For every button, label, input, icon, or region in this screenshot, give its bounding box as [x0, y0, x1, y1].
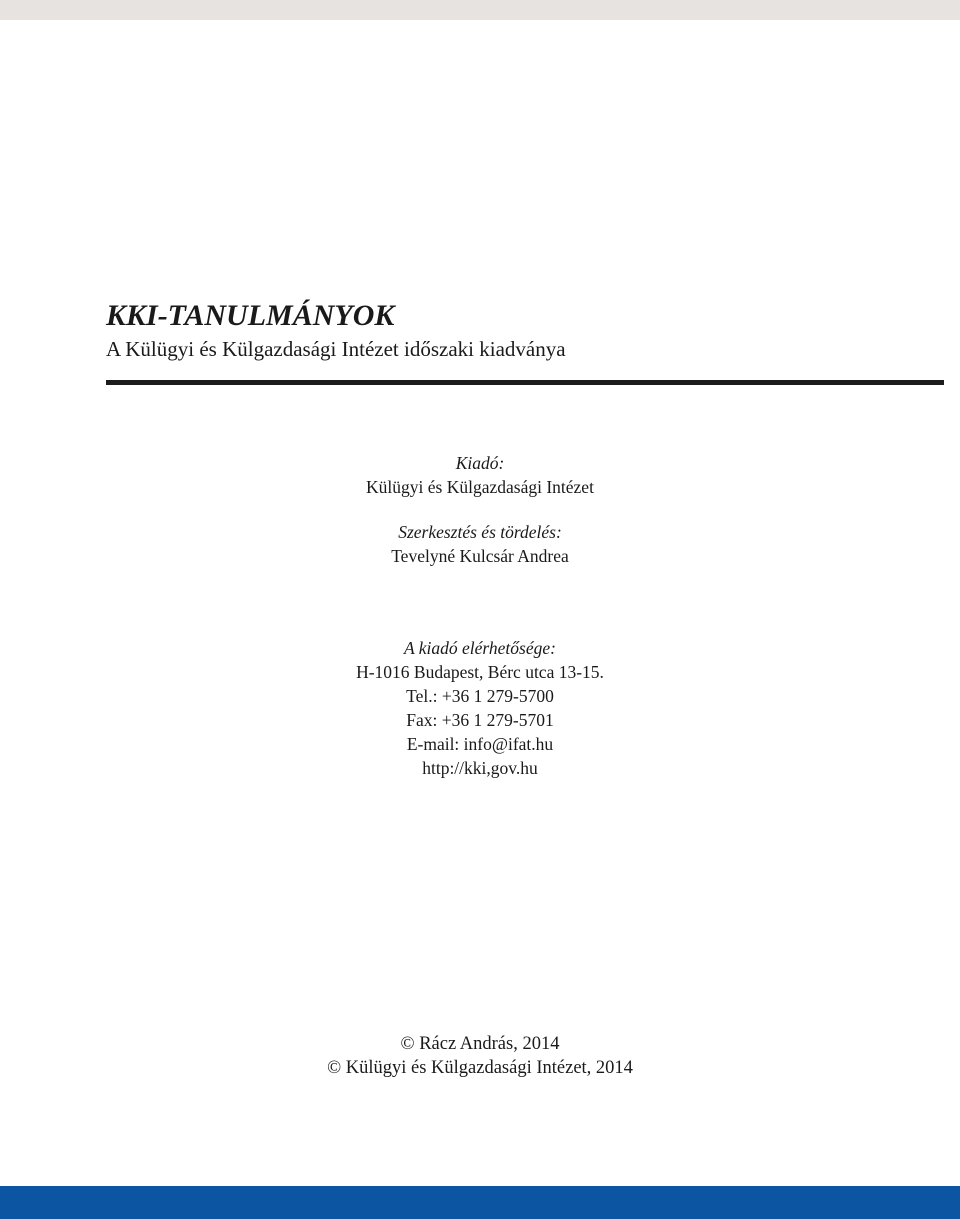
- title-rule: [106, 380, 944, 385]
- contact-label: A kiadó elérhetősége:: [404, 638, 556, 658]
- email: E-mail: info@ifat.hu: [406, 734, 554, 754]
- series-subtitle: A Külügyi és Külgazdasági Intézet időszaki kiadványa: [106, 337, 566, 361]
- address: H-1016 Budapest, Bérc utca 13-15.: [356, 662, 604, 682]
- publisher-label: Kiadó:: [455, 453, 505, 473]
- copyright-institute: © Külügyi és Külgazdasági Intézet, 2014: [327, 1058, 633, 1078]
- editing-label: Szerkesztés és tördelés:: [398, 522, 562, 542]
- phone: Tel.: +36 1 279-5700: [406, 686, 554, 706]
- series-title: KKI-TANULMÁNYOK: [106, 299, 395, 332]
- copyright-author: © Rácz András, 2014: [400, 1034, 560, 1054]
- website: http://kki,gov.hu: [422, 758, 538, 778]
- fax: Fax: +36 1 279-5701: [406, 710, 554, 730]
- publisher-name: Külügyi és Külgazdasági Intézet: [366, 477, 594, 497]
- editor-name: Tevelyné Kulcsár Andrea: [391, 546, 569, 566]
- top-strip: [0, 0, 960, 20]
- bottom-band: [0, 1186, 960, 1219]
